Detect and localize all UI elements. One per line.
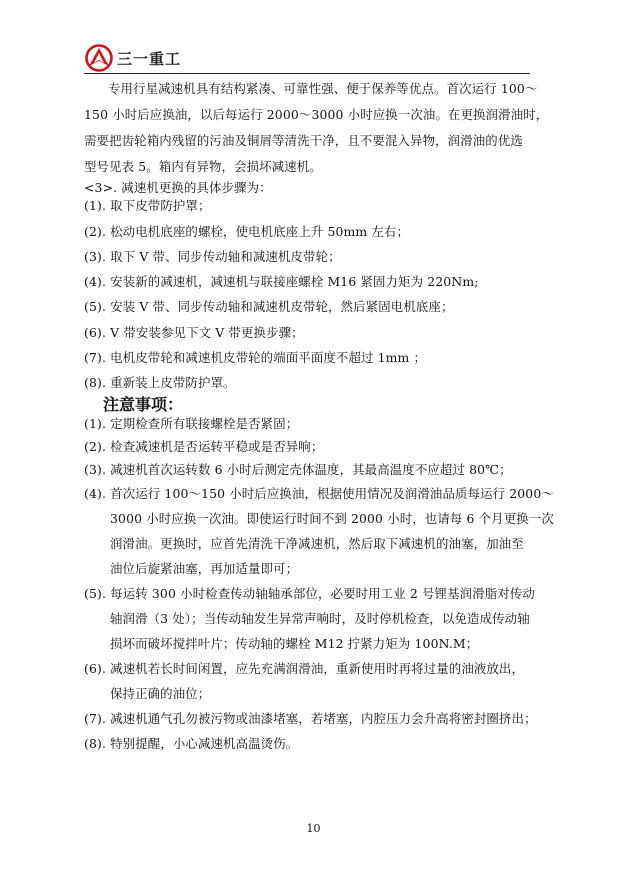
- step-item: (1). 取下皮带防护罩；: [84, 198, 211, 213]
- step-item: (5). 安装 V 带、同步传动轴和减速机皮带轮，然后紧固电机底座；: [84, 299, 454, 314]
- note-continuation: 3000 小时应换一次油。即使运行时间不到 2000 小时，也请每 6 个月更换一次: [110, 511, 554, 526]
- step-item: (4). 安装新的减速机，减速机与联接座螺栓 M16 紧固力矩为 220Nm;: [84, 274, 479, 289]
- note-item: (2). 检查减速机是否运转平稳或是否异响；: [84, 439, 324, 454]
- notes-title: 注意事项：: [103, 395, 184, 414]
- note-continuation: 保持正确的油位；: [110, 686, 211, 701]
- note-item: (1). 定期检查所有联接螺栓是否紧固；: [84, 416, 299, 431]
- note-continuation: 损坏而破坏搅拌叶片；传动轴的螺栓 M12 拧紧力矩为 100N.M；: [110, 636, 479, 651]
- step-item: (6). V 带安装参见下文 V 带更换步骤；: [84, 325, 304, 340]
- intro-line: 专用行星减速机具有结构紧凑、可靠性强、便于保养等优点。首次运行 100～: [108, 81, 538, 96]
- intro-line: 150 小时后应换油，以后每运行 2000～3000 小时应换一次油。在更换润滑油时，: [84, 107, 549, 122]
- sany-logo-icon: [84, 44, 114, 72]
- step-item: (2). 松动电机底座的螺栓，使电机底座上升 50mm 左右；: [84, 224, 410, 239]
- step-item: (8). 重新装上皮带防护罩。: [84, 375, 236, 390]
- note-item: (4). 首次运行 100～150 小时后应换油，根据使用情况及润滑油品质每运行 2000～: [84, 486, 554, 501]
- note-item: (6). 减速机若长时间闲置，应先充满润滑油，重新使用时再将过量的油液放出，: [84, 661, 525, 676]
- note-item: (8). 特别提醒，小心减速机高温烫伤。: [84, 736, 299, 751]
- step-item: (7). 电机皮带轮和减速机皮带轮的端面平面度不超过 1mm ；: [84, 350, 427, 365]
- step-item: (3). 取下 V 带、同步传动轴和减速机皮带轮；: [84, 249, 341, 264]
- note-continuation: 油位后旋紧油塞，再加适量即可；: [110, 561, 299, 576]
- note-item: (3). 减速机首次运转数 6 小时后测定壳体温度，其最高温度不应超过 80℃；: [84, 462, 512, 477]
- page-number: 10: [306, 822, 321, 835]
- note-continuation: 轴润滑（3 处）；当传动轴发生异常声响时，及时停机检查，以免造成传动轴: [110, 611, 530, 626]
- company-logo-text: 三一重工: [117, 50, 182, 68]
- header-divider: [84, 73, 530, 74]
- note-continuation: 润滑油。更换时，应首先清洗干净减速机，然后取下减速机的油塞，加油至: [110, 536, 524, 551]
- note-item: (7). 减速机通气孔勿被污物或油漆堵塞，若堵塞，内腔压力会升高将密封圈挤出；: [84, 711, 537, 726]
- intro-line: 型号见表 5。箱内有异物，会损坏减速机。: [84, 159, 322, 174]
- steps-heading: <3>. 减速机更换的具体步骤为：: [84, 180, 272, 195]
- intro-line: 需要把齿轮箱内残留的污油及铜屑等清洗干净，且不要混入异物，润滑油的优选: [84, 133, 523, 148]
- page-header: [84, 44, 530, 74]
- note-item: (5). 每运转 300 小时检查传动轴轴承部位，必要时用工业 2 号锂基润滑脂对传动: [84, 586, 535, 601]
- intro-paragraph: [84, 76, 549, 180]
